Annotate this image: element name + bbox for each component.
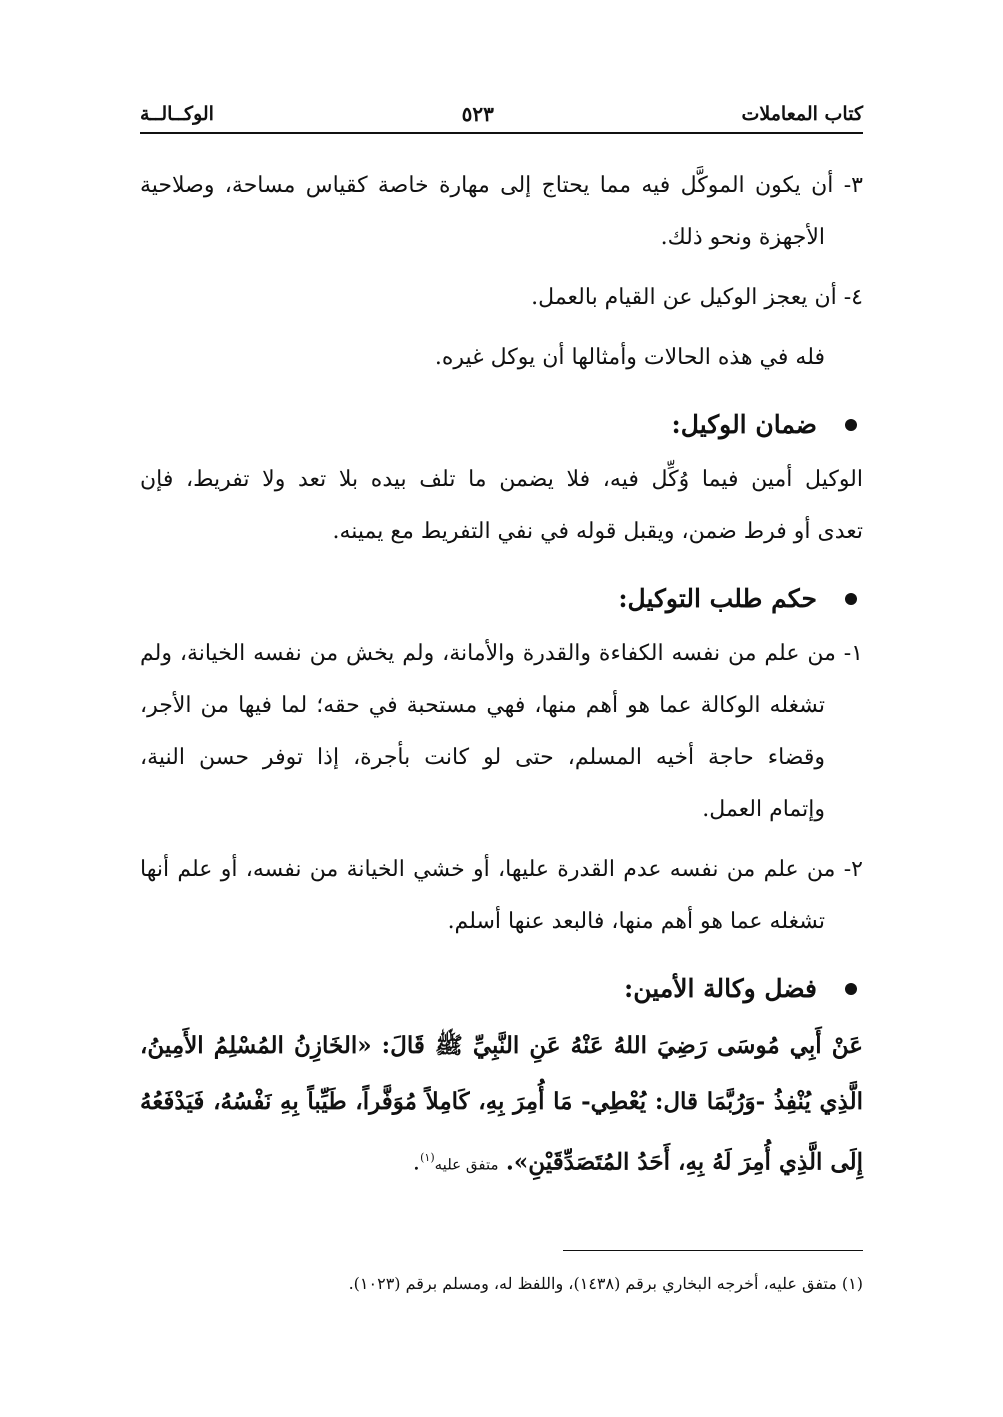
footnote-reference: (١) bbox=[420, 1151, 435, 1164]
page-number: ٥٢٣ bbox=[461, 102, 494, 126]
section-heading-ruling bbox=[140, 570, 863, 628]
paragraph-guarantee-line-1: الوكيل أمين فيما وُكِّل فيه، فلا يضمن ما تلف بيده بلا تعد ولا تفريط، فإن bbox=[140, 467, 863, 492]
page-body bbox=[140, 160, 863, 1193]
section-heading-guarantee bbox=[140, 396, 863, 454]
hadith-line-1: عَنْ أَبِي مُوسَى رَضِيَ اللهُ عَنْهُ عَنِ النَّبِيِّ ﷺ قَالَ: «الخَازِنُ المُسْلِمُ الأَمِينُ، bbox=[140, 1032, 863, 1059]
hadith-source: متفق عليه bbox=[434, 1155, 499, 1174]
list-item-4: ٤- أن يعجز الوكيل عن القيام بالعمل. bbox=[531, 285, 863, 310]
hadith-end-mark: . bbox=[412, 1149, 421, 1176]
rule-1-line-4: وإتمام العمل. bbox=[702, 797, 825, 822]
paragraph-conclusion: فله في هذه الحالات وأمثالها أن يوكل غيره. bbox=[434, 345, 825, 370]
section-heading-text: حكم طلب التوكيل: bbox=[618, 584, 817, 613]
rule-2-line-1: ٢- من علم من نفسه عدم القدرة عليها، أو خشي الخيانة من نفسه، أو علم أنها bbox=[140, 857, 863, 882]
bullet-icon bbox=[845, 983, 857, 995]
list-item-3-line-2: الأجهزة ونحو ذلك. bbox=[660, 225, 825, 250]
hadith-text-end: إِلَى الَّذِي أُمِرَ لَهُ بِهِ، أَحَدُ المُتَصَدِّقَيْنِ». bbox=[505, 1148, 863, 1176]
bullet-icon bbox=[845, 593, 857, 605]
section-heading-text: ضمان الوكيل: bbox=[671, 410, 817, 439]
section-heading-virtue bbox=[140, 960, 863, 1018]
bullet-icon bbox=[845, 419, 857, 431]
paragraph-guarantee-line-2: تعدى أو فرط ضمن، ويقبل قوله في نفي التفريط مع يمينه. bbox=[332, 519, 863, 544]
rule-1-line-1: ١- من علم من نفسه الكفاءة والقدرة والأمانة، ولم يخش من نفسه الخيانة، ولم bbox=[140, 641, 863, 666]
list-item-3-line-1: ٣- أن يكون الموكَّل فيه مما يحتاج إلى مهارة خاصة كقياس مساحة، وصلاحية bbox=[140, 173, 863, 198]
rule-1-line-3: وقضاء حاجة أخيه المسلم، حتى لو كانت بأجرة، إذا توفر حسن النية، bbox=[140, 745, 825, 770]
running-header bbox=[140, 96, 863, 134]
footnote-separator bbox=[563, 1250, 863, 1251]
rule-2-line-2: تشغله عما هو أهم منها، فالبعد عنها أسلم. bbox=[447, 909, 825, 934]
header-chapter-title: الوكــالــة bbox=[140, 103, 214, 125]
hadith-line-2: الَّذِي يُنْفِذُ -وَرُبَّمَا قال: يُعْطِي- مَا أُمِرَ بِهِ، كَامِلاً مُوَفَّراً، طَيِّباً بِهِ نَفْسُهُ، فَيَدْفَعُهُ bbox=[140, 1088, 863, 1115]
header-book-title: كتاب المعاملات bbox=[741, 103, 863, 125]
footnote: (١) متفق عليه، أخرجه البخاري برقم (١٤٣٨)، واللفظ له، ومسلم برقم (١٠٢٣). bbox=[348, 1274, 863, 1293]
section-heading-text: فضل وكالة الأمين: bbox=[624, 974, 817, 1003]
rule-1-line-2: تشغله الوكالة عما هو أهم منها، فهي مستحبة في حقه؛ لما فيها من الأجر، bbox=[140, 693, 825, 718]
hadith-line-3 bbox=[140, 1130, 863, 1193]
